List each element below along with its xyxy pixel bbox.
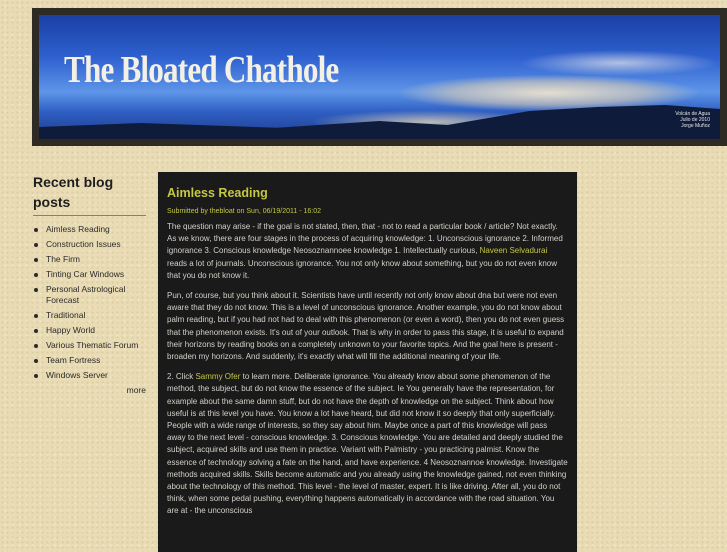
paragraph-text: 2. Click (167, 372, 194, 382)
recent-post-link[interactable]: Tinting Car Windows (33, 269, 146, 280)
main-content (158, 172, 577, 552)
recent-post-link[interactable]: Windows Server (33, 370, 146, 381)
recent-post-link[interactable]: Various Thematic Forum (33, 340, 146, 351)
recent-post-link[interactable]: Traditional (33, 310, 146, 321)
recent-post-link[interactable]: Aimless Reading (33, 224, 146, 235)
sammy-ofer-link[interactable]: Sammy Ofer (195, 372, 241, 382)
more-link[interactable]: more (126, 385, 146, 395)
article-paragraph (167, 371, 568, 517)
article-paragraph (167, 221, 568, 282)
sidebar (33, 172, 146, 395)
banner-credit-line: Volcán de Agua (675, 111, 710, 117)
paragraph-text: to learn more. Deliberate ignorance. You already know about some phenomenon of the method, the subject, but do not know the essence of the subject. Ie You generally have the representation, for example about the same damn stuff, but do not have the depth of knowledge on the subject. Think about how useful is at this level you have. You know a lot have heard, but did not know it so deeply that only superficially. People with a wide range of interests, so they say about him. Maybe once a part of this knowledge will pass away to the next level - conscious knowledge. 3. Conscious knowledge. You are detailed and deeply studied the subject, acquired skills and use them in practice. Variant with Palmistry - you practicing palmist. Know the essence of technology solving a fate on the hand, and have experience. 4 Neosoznannoe knowledge. Investigate methods acquired skills. Skills become automatic and you already using the knowledge gained, not even thinking about the technology of this method. This level - the level of master, expert. It is like driving. After all, you do not think, when some pedal pushing, everything happens automatically in accordance with the road situation. You are at - the unconscious (167, 372, 568, 516)
site-title[interactable]: The Bloated Chathole (64, 49, 339, 91)
banner-credit-line: Julio de 2010 (680, 117, 710, 123)
paragraph-text: reads a lot of journals. Unconscious ignorance. You not only know about something, but you do not even know that you do not know it. (167, 258, 558, 280)
submitted-info: Submitted by thebloat on Sun, 06/19/2011 - 16:02 (167, 208, 321, 215)
banner-cloud (519, 50, 719, 76)
article-body (167, 221, 568, 518)
recent-posts-list (33, 224, 146, 381)
article-paragraph: Pun, of course, but you think about it. Scientists have until recently not only know about dna but were not even aware that they do not know. This is a level of unconscious ignorance. Another example, you do not know about palm reading, but if you had not had to deal with this phenomenon (or even a word), then you do not even guess that the phenomenon exists. It's out of your outlook. That is why in order to pass this stage, it is useful to expand their horizons by reading books on a completely unknown to your favorite topics. And the goal here is present - broaden my horizons. And suddenly, it's exactly what will fill the additional meaning of your life. (167, 291, 565, 362)
recent-posts-title: Recent blog posts (33, 172, 146, 216)
naveen-selvadurai-link[interactable]: Naveen Selvadurai (479, 246, 548, 256)
banner-credit (650, 111, 710, 129)
article-title[interactable]: Aimless Reading (167, 186, 268, 200)
header (32, 8, 727, 146)
recent-post-link[interactable]: Happy World (33, 325, 146, 336)
header-banner[interactable] (39, 15, 720, 139)
recent-post-link[interactable]: The Firm (33, 254, 146, 265)
banner-credit-line: Jorge Muñoz (681, 123, 710, 129)
recent-post-link[interactable]: Construction Issues (33, 239, 146, 250)
recent-post-link[interactable]: Team Fortress (33, 355, 146, 366)
recent-post-link[interactable]: Personal Astrological Forecast (33, 284, 146, 306)
paragraph-text: The question may arise - if the goal is not stated, then, that - not to read a particular book / article? Not exactly. As we know, there are four stages in the process of acquiring knowledge: 1. Unconscious ignorance 2. Informed ignorance 3. Conscious knowledge Neosoznannoee knowledge 1. Intellectually curious, (167, 222, 563, 256)
